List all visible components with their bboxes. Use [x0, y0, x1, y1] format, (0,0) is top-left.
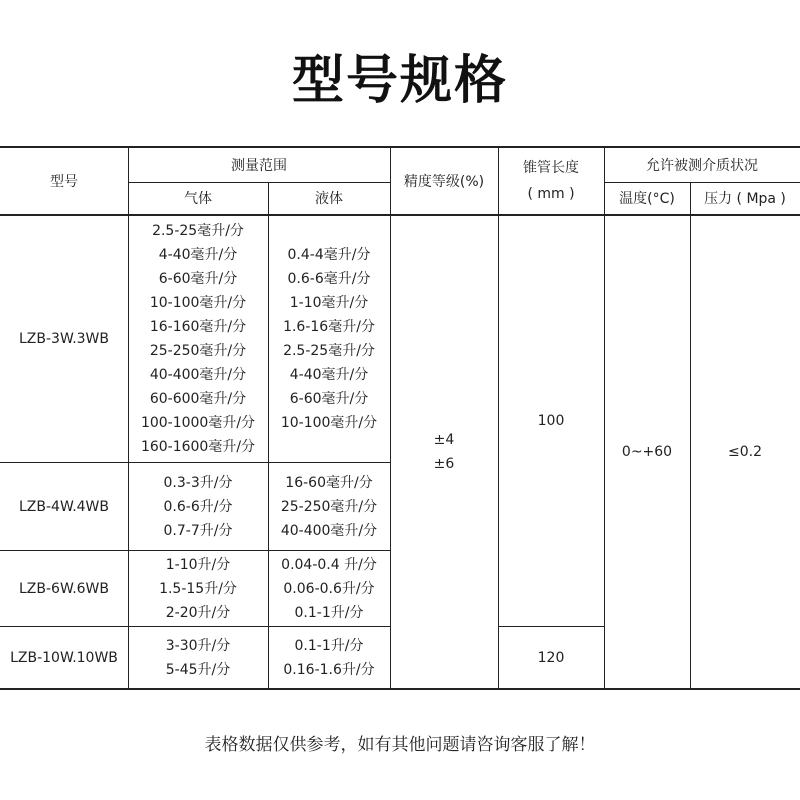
gas-range-cell	[128, 463, 268, 550]
range-item: 6-60毫升/分	[289, 391, 369, 407]
range-item: 0.3-3升/分	[163, 474, 233, 491]
header-taper-length	[498, 148, 604, 214]
range-item: 160-1600毫升/分	[140, 439, 256, 455]
accuracy-cell	[390, 216, 498, 688]
range-item: 0.16-1.6升/分	[283, 661, 375, 678]
header-liquid: 液体	[315, 191, 343, 207]
header-conditions: 允许被测介质状况	[646, 158, 758, 174]
range-item: 1-10升/分	[165, 556, 231, 573]
header-range: 测量范围	[231, 158, 287, 174]
model-cell: LZB-3W.3WB	[19, 331, 109, 347]
gas-range-cell	[128, 627, 268, 688]
model-cell: LZB-4W.4WB	[19, 498, 109, 515]
header-gas: 气体	[184, 191, 212, 207]
range-item: 60-600毫升/分	[149, 391, 247, 407]
range-item: 40-400毫升/分	[149, 367, 247, 383]
header-accuracy: 精度等级(%)	[403, 174, 485, 190]
liquid-range-cell	[268, 627, 390, 688]
taper-length-cell: 120	[537, 649, 565, 666]
range-item: 3-30升/分	[165, 637, 231, 654]
range-item: 0.6-6升/分	[163, 498, 233, 515]
range-item: 6-60毫升/分	[158, 271, 238, 287]
range-item: 0.06-0.6升/分	[283, 580, 375, 597]
table-bottom-border	[0, 688, 800, 690]
gas-range-cell	[128, 551, 268, 626]
accuracy-value: ±6	[433, 456, 455, 472]
range-item: 16-60毫升/分	[285, 474, 373, 491]
range-item: 1.6-16毫升/分	[283, 319, 375, 335]
range-item: 100-1000毫升/分	[140, 415, 256, 431]
range-item: 0.7-7升/分	[163, 522, 233, 539]
model-cell: LZB-6W.6WB	[19, 580, 109, 597]
range-item: 10-100毫升/分	[149, 295, 247, 311]
range-item: 1.5-15升/分	[159, 580, 237, 597]
header-pressure: 压力 ( Mpa )	[704, 191, 786, 207]
range-item: 0.4-4毫升/分	[287, 247, 371, 263]
accuracy-value: ±4	[433, 432, 455, 448]
range-item: 0.04-0.4 升/分	[281, 556, 377, 573]
range-item: 25-250毫升/分	[149, 343, 247, 359]
range-item: 5-45升/分	[165, 661, 231, 678]
page-title: 型号规格	[291, 51, 508, 111]
range-item: 2.5-25毫升/分	[152, 223, 244, 239]
taper-length-cell: 100	[537, 413, 565, 429]
liquid-range-cell	[268, 463, 390, 550]
range-item: 40-400毫升/分	[280, 522, 378, 539]
range-item: 16-160毫升/分	[149, 319, 247, 335]
range-item: 0.1-1升/分	[294, 604, 364, 621]
gas-range-cell	[128, 216, 268, 462]
model-cell: LZB-10W.10WB	[10, 649, 118, 666]
range-item: 4-40毫升/分	[289, 367, 369, 383]
range-item: 1-10毫升/分	[289, 295, 369, 311]
header-taper-line2: ( mm )	[527, 186, 575, 202]
footnote: 表格数据仅供参考，如有其他问题请咨询客服了解！	[204, 735, 596, 755]
range-item: 0.6-6毫升/分	[287, 271, 371, 287]
pressure-cell: ≤0.2	[728, 444, 762, 460]
liquid-range-cell	[268, 216, 390, 462]
range-item: 4-40毫升/分	[158, 247, 238, 263]
header-model: 型号	[50, 174, 78, 190]
range-item: 2.5-25毫升/分	[283, 343, 375, 359]
header-temperature: 温度(°C)	[619, 191, 675, 207]
liquid-range-cell	[268, 551, 390, 626]
temperature-cell: 0~+60	[621, 444, 673, 460]
range-item: 10-100毫升/分	[280, 415, 378, 431]
range-item: 0.1-1升/分	[294, 637, 364, 654]
header-taper-line1: 锥管长度	[523, 160, 579, 176]
range-item: 2-20升/分	[165, 604, 231, 621]
range-item: 25-250毫升/分	[280, 498, 378, 515]
